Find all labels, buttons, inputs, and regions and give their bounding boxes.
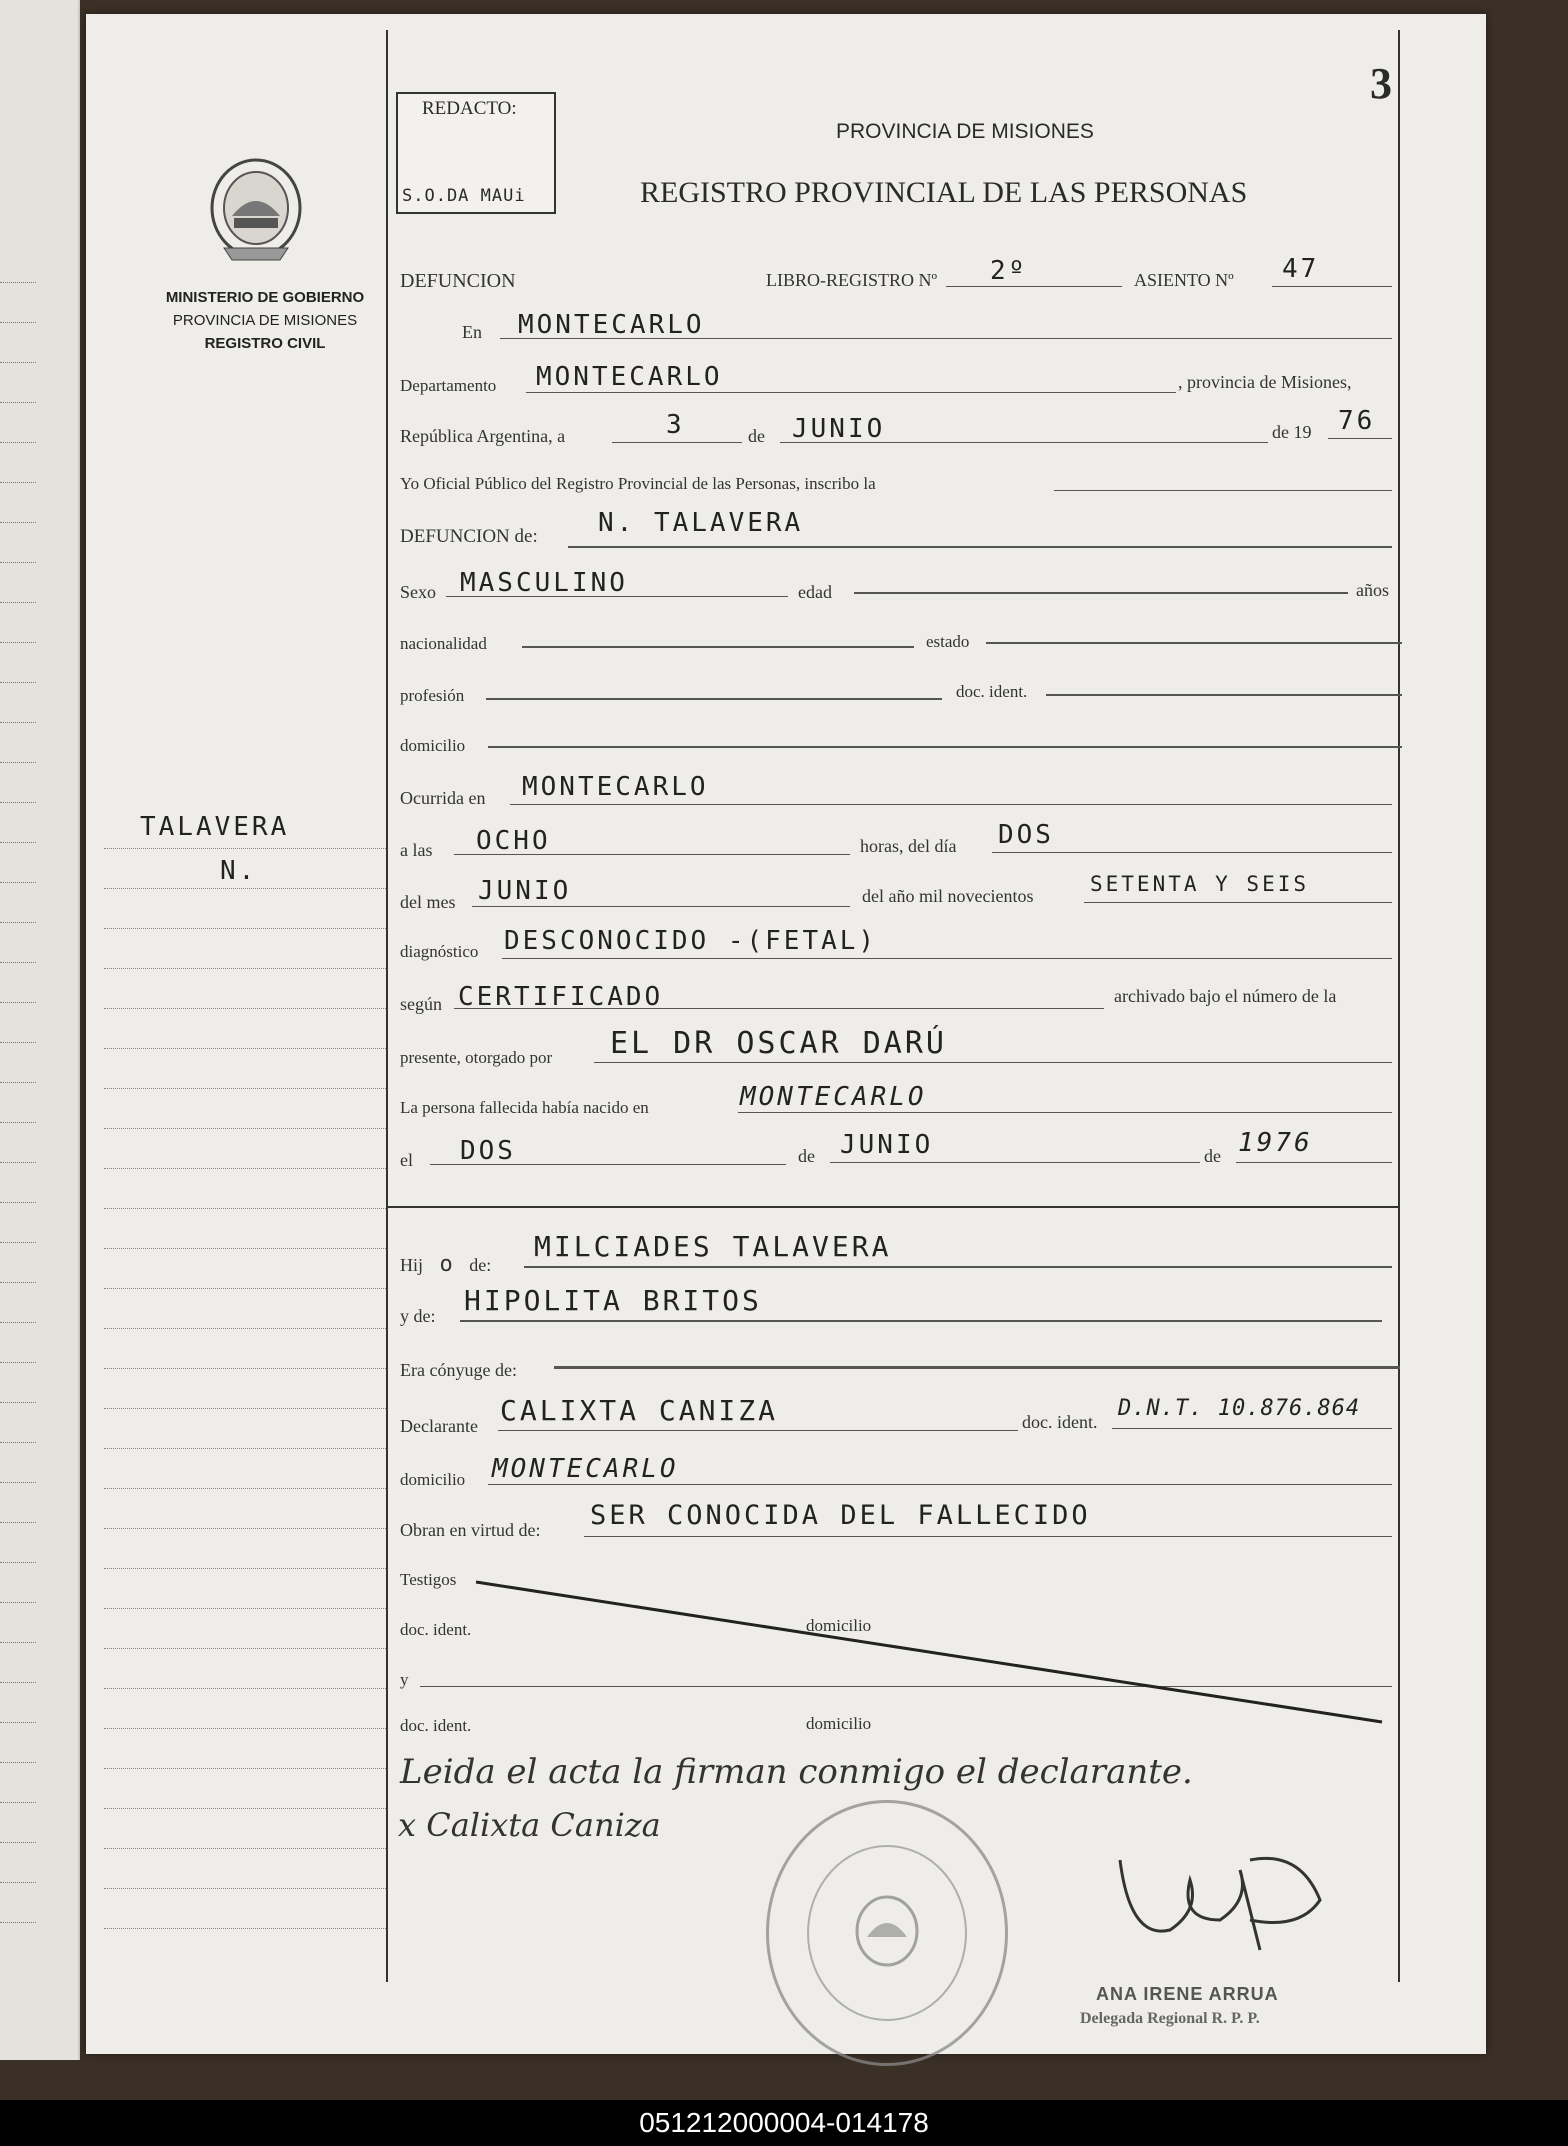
obran-label: Obran en virtud de: [400, 1520, 541, 1540]
doc-ident-label: doc. ident. [956, 682, 1028, 701]
estado-label: estado [926, 632, 970, 651]
declarant-signature: x Calixta Caniza [398, 1806, 661, 1844]
conyuge-label: Era cónyuge de: [400, 1360, 517, 1380]
en-value: MONTECARLO [518, 310, 705, 340]
madre-value: HIPOLITA BRITOS [464, 1284, 762, 1317]
defuncion-de-value: N. TALAVERA [598, 508, 804, 538]
official-seal-stamp [766, 1800, 1008, 2066]
domicilio-declarante-value: MONTECARLO [492, 1454, 679, 1484]
nacido-value: MONTECARLO [740, 1082, 927, 1112]
fecha-mes-value: JUNIO [792, 414, 886, 444]
el-label: el [400, 1150, 413, 1170]
redacto-box [396, 92, 556, 214]
page-number: 3 [1370, 59, 1392, 108]
anios-label: años [1356, 580, 1389, 600]
del-anio-value: SETENTA Y SEIS [1090, 872, 1310, 896]
domicilio-declarante-label: domicilio [400, 1470, 466, 1489]
el-value: DOS [460, 1136, 516, 1166]
margin-note-surname: TALAVERA [140, 812, 290, 842]
edad-label: edad [798, 582, 832, 602]
declarante-value: CALIXTA CANIZA [500, 1394, 779, 1427]
del-anio-label: del año mil novecientos [862, 886, 1034, 906]
padre-value: MILCIADES TALAVERA [534, 1230, 892, 1263]
del-mes-label: del mes [400, 892, 456, 912]
hijo-de-label: de: [469, 1255, 492, 1275]
el-de-label: de [798, 1146, 815, 1166]
nacido-label: La persona fallecida había nacido en [400, 1098, 649, 1117]
asiento-value: 47 [1282, 254, 1320, 284]
footer-barcode: 051212000004-014178 [0, 2100, 1568, 2146]
defuncion-heading: DEFUNCION [400, 270, 516, 292]
closing-statement: Leida el acta la firman conmigo el declarante. [400, 1752, 1193, 1792]
section-divider-1 [386, 1206, 1400, 1208]
departamento-value: MONTECARLO [536, 362, 723, 392]
sexo-label: Sexo [400, 582, 436, 602]
y-de-label: y de: [400, 1306, 436, 1326]
republica-argentina-label: República Argentina, a [400, 426, 566, 446]
horas-dia-value: DOS [998, 820, 1054, 850]
presente-value: EL DR OSCAR DARÚ [610, 1026, 947, 1061]
declarante-label: Declarante [400, 1416, 478, 1436]
testigos-cancel-stroke [470, 1572, 1390, 1732]
header-registro: REGISTRO PROVINCIAL DE LAS PERSONAS [640, 176, 1248, 209]
del-mes-value: JUNIO [478, 876, 572, 906]
redacto-label: REDACTO: [422, 98, 517, 119]
testigo2-domicilio-label: domicilio [806, 1714, 872, 1733]
provincia-misiones-label: , provincia de Misiones, [1178, 372, 1352, 392]
horas-dia-label: horas, del día [860, 836, 957, 856]
segun-value: CERTIFICADO [458, 982, 664, 1012]
hijo-label [400, 1252, 491, 1277]
ocurrida-label: Ocurrida en [400, 788, 486, 808]
defuncion-de-label: DEFUNCION de: [400, 526, 538, 547]
de-19-label: de 19 [1272, 422, 1312, 442]
libro-registro-label: LIBRO-REGISTRO Nº [766, 270, 938, 290]
fecha-dia-value: 3 [666, 410, 685, 440]
testigo1-domicilio-label: domicilio [806, 1616, 872, 1635]
diagnostico-label: diagnóstico [400, 942, 479, 961]
redacto-value: S.O.DA MAUi [402, 186, 526, 206]
ministry-block [130, 286, 400, 355]
archivado-label: archivado bajo el número de la [1114, 986, 1337, 1006]
testigo2-doc-label: doc. ident. [400, 1716, 472, 1735]
official-name: ANA IRENE ARRUA [1096, 1984, 1279, 2004]
yo-oficial-text: Yo Oficial Público del Registro Provincial de las Personas, inscribo la [400, 474, 876, 493]
hijo-suffix: o [439, 1252, 453, 1277]
asiento-label: ASIENTO Nº [1134, 270, 1234, 290]
ocurrida-value: MONTECARLO [522, 772, 709, 802]
declarante-doc-label: doc. ident. [1022, 1412, 1098, 1432]
official-signature [1100, 1820, 1340, 1970]
libro-registro-value: 2º [990, 256, 1028, 286]
testigo-y-label: y [400, 1670, 409, 1689]
margin-note-initial: N. [220, 856, 258, 886]
testigo1-doc-label: doc. ident. [400, 1620, 472, 1639]
ministry-line-2: PROVINCIA DE MISIONES [172, 312, 358, 329]
header-provincia: PROVINCIA DE MISIONES [836, 120, 1094, 143]
departamento-label: Departamento [400, 376, 497, 395]
presente-label: presente, otorgado por [400, 1048, 553, 1067]
fecha-anio-value: 76 [1338, 406, 1376, 436]
obran-value: SER CONOCIDA DEL FALLECIDO [590, 1500, 1091, 1531]
sexo-value: MASCULINO [460, 568, 628, 598]
el-mes-value: JUNIO [840, 1130, 934, 1160]
ministry-line-1: MINISTERIO DE GOBIERNO [165, 289, 365, 306]
ministry-line-3: REGISTRO CIVIL [204, 335, 326, 352]
a-las-value: OCHO [476, 826, 551, 856]
en-label: En [462, 322, 482, 342]
form-right-border [1398, 30, 1400, 1982]
official-title: Delegada Regional R. P. P. [1080, 2010, 1260, 2027]
nacionalidad-label: nacionalidad [400, 634, 487, 653]
left-page-edge [0, 0, 80, 2060]
profesion-label: profesión [400, 686, 465, 705]
testigos-label: Testigos [400, 1570, 457, 1589]
declarante-doc-value: D.N.T. 10.876.864 [1118, 1396, 1361, 1421]
domicilio-label: domicilio [400, 736, 466, 755]
el-de-anio-label: de [1204, 1146, 1221, 1166]
hijo-label-text: Hij [400, 1255, 424, 1275]
el-anio-value: 1976 [1238, 1128, 1313, 1158]
segun-label: según [400, 994, 442, 1014]
de-mes-label: de [748, 426, 765, 446]
coat-of-arms-emblem [204, 156, 308, 270]
diagnostico-value: DESCONOCIDO -(FETAL) [504, 926, 878, 956]
a-las-label: a las [400, 840, 433, 860]
